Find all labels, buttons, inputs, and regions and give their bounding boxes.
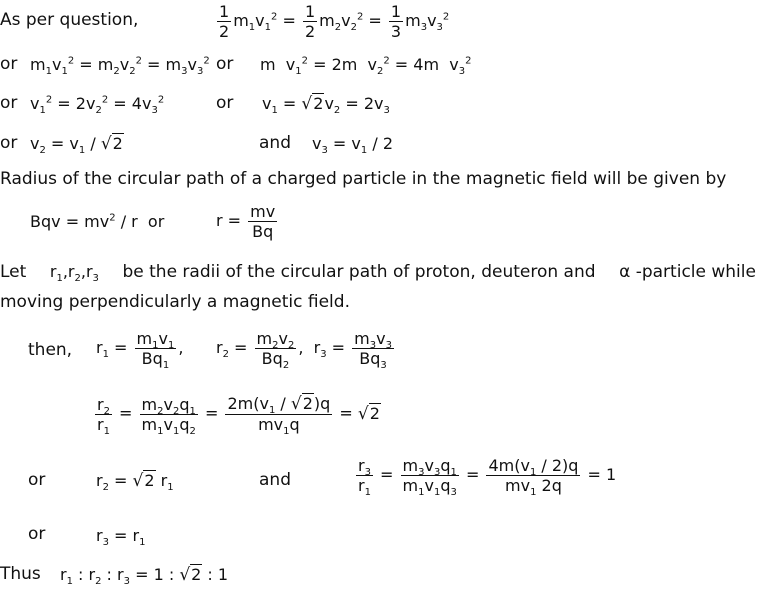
equation-velocity-relation: $v_1 = √2v_2 = 2v_3$ [262, 94, 390, 117]
equation-r2-over-r1: $\frac{r_2}{r_1}$ = $\frac{m_2v_2q_1}{m_1v_1q_2}$ = $\frac{2m(v_1 / √2)q}{mv_1q}$ = √2 [97, 394, 380, 438]
word-or: or [28, 470, 46, 490]
equation-velocity-squared: $v_1^2 = 2v_2^2 = 4v_3^2$ [30, 94, 165, 117]
equation-r2-result: $r_2 = √2$ $r_1$ [96, 471, 174, 494]
text-particle-while: -particle while [635, 262, 756, 282]
equation-radius: r = $\frac{mv}{Bq}$ [216, 202, 276, 241]
equation-r2-r3: $r_2$ = $\frac{m_2v_2}{Bq_2}$ , $r_3$ = $\frac{m_3v_3}{Bq_3}$ [216, 329, 392, 372]
equation-r3-over-r1: $\frac{r_3}{r_1}$ = $\frac{m_3v_3q_1}{m_1v_1q_3}$ = $\frac{4m(v_1 / 2)q}{mv_1 2q}$ = 1 [358, 456, 617, 499]
word-thus: Thus [0, 564, 41, 584]
alpha-particle-text [619, 262, 756, 282]
equation-v3: $v_3 = v_1 / 2$ [312, 134, 394, 157]
text-radius-sentence: Radius of the circular path of a charged particle in the magnetic field will be given by [0, 169, 727, 189]
equation-final-ratio: $r_1$ : $r_2$ : $r_3 = 1$ : √2 : 1 [60, 565, 229, 588]
word-and: and [259, 470, 291, 490]
word-or: or [28, 524, 46, 544]
equation-r3-equals-r1: $r_3 = r_1$ [96, 526, 146, 549]
radii-symbols: $r_1,r_2,r_3$ [49, 262, 99, 285]
alpha-symbol: α [619, 262, 631, 282]
word-or: or [216, 93, 234, 113]
word-then: then, [28, 340, 73, 360]
equation-mv-squared: $m_1v_1^2 = m_2v_2^2 = m_3v_3^2$ [30, 55, 210, 78]
word-let: Let [0, 262, 27, 282]
text-as-per-question: As per question, [0, 10, 139, 30]
word-and: and [259, 133, 291, 153]
word-or: or [0, 54, 18, 74]
equation-mass-substituted: m $v_1^2 = 2m$ $v_2^2 = 4m$ $v_3^2$ [260, 55, 472, 78]
word-or: or [216, 54, 234, 74]
text-let-sentence [0, 262, 756, 285]
word-or: or [0, 133, 18, 153]
text-radii-description: be the radii of the circular path of proton, deuteron and [122, 262, 596, 282]
word-or: or [0, 93, 18, 113]
equation-r1: $r_1$ = $\frac{m_1v_1}{Bq_1}$ , [96, 329, 184, 372]
equation-kinetic-energy: $\frac{1}{2}$ $m_1v_1^2$ = $\frac{1}{2}$ $m_2v_2^2$ = $\frac{1}{3}$ $m_3v_3^2$ [219, 2, 450, 41]
equation-bqv: Bqv = $mv^2$ / r or [30, 212, 165, 231]
equation-v2: $v_2 = v_1 / √2$ [30, 134, 123, 157]
text-moving-perpendicularly: moving perpendicularly a magnetic field. [0, 292, 350, 312]
word-or: or [147, 212, 165, 231]
